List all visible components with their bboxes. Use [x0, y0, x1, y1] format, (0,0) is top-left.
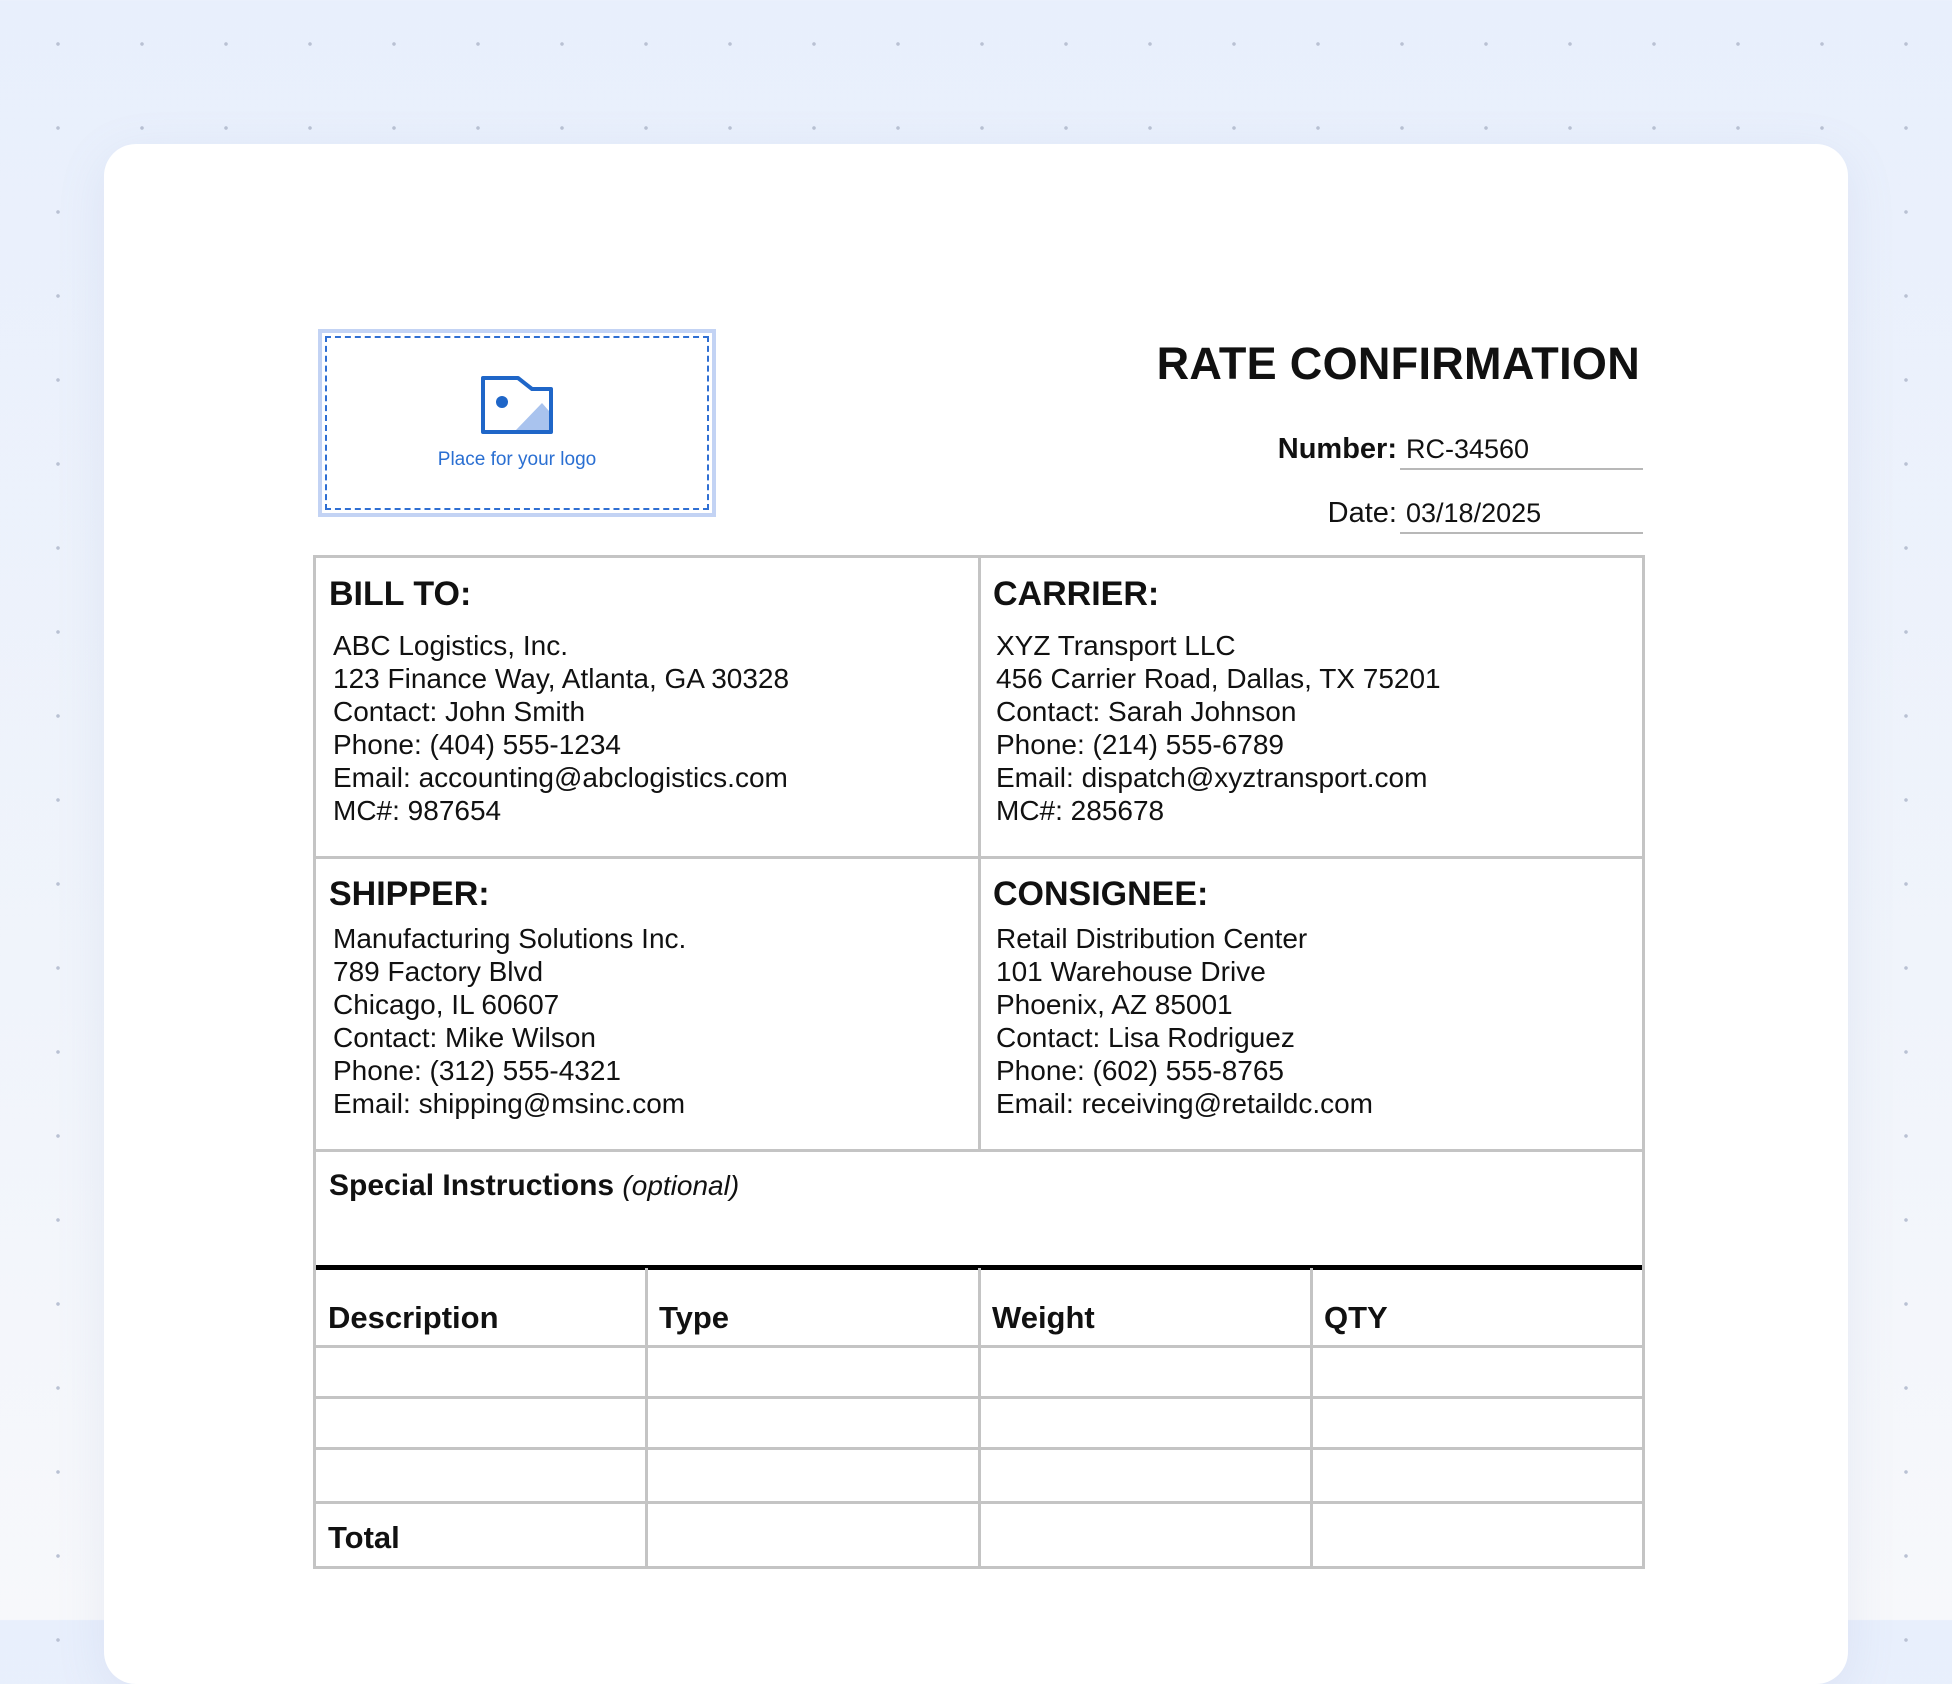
date-label: Date:: [1327, 497, 1397, 529]
column-header-weight: Weight: [992, 1300, 1095, 1335]
date-field[interactable]: 03/18/2025: [1400, 496, 1643, 534]
address-line: 456 Carrier Road, Dallas, TX 75201: [996, 663, 1441, 694]
number-row: [1000, 430, 1643, 470]
column-header-description: Description: [328, 1300, 499, 1335]
special-instructions-label: Special Instructions: [329, 1169, 615, 1202]
bill-to-section: [315, 557, 978, 856]
address-line: ABC Logistics, Inc.: [333, 630, 568, 661]
logo-placeholder-label: Place for your logo: [437, 449, 597, 470]
address-line: 789 Factory Blvd: [333, 956, 544, 987]
shipper-title: SHIPPER:: [329, 875, 490, 913]
carrier-section: [981, 557, 1642, 856]
document-title: RATE CONFIRMATION: [1156, 338, 1640, 389]
shipper-address: [333, 922, 686, 1120]
address-line: Chicago, IL 60607: [333, 989, 560, 1020]
address-line: Phoenix, AZ 85001: [996, 989, 1233, 1020]
column-header: [315, 1270, 645, 1345]
grid-line: [1642, 555, 1645, 1569]
address-line: Contact: Sarah Johnson: [996, 696, 1297, 727]
address-line: 101 Warehouse Drive: [996, 956, 1266, 987]
date-row: [1000, 494, 1643, 534]
carrier-title: CARRIER:: [993, 575, 1160, 613]
bill-to-title: BILL TO:: [329, 575, 472, 613]
address-line: Email: shipping@msinc.com: [333, 1088, 686, 1119]
number-field[interactable]: RC-34560: [1400, 432, 1643, 470]
address-line: Phone: (312) 555-4321: [333, 1055, 621, 1086]
image-icon: [480, 375, 554, 435]
total-label: Total: [328, 1520, 400, 1555]
address-line: 123 Finance Way, Atlanta, GA 30328: [333, 663, 790, 694]
column-header-type: Type: [659, 1300, 730, 1335]
shipper-section: [315, 859, 978, 1149]
address-line: MC#: 987654: [333, 795, 502, 826]
column-header-qty: QTY: [1324, 1300, 1388, 1335]
column-header: [1313, 1270, 1642, 1345]
address-line: Contact: Mike Wilson: [333, 1022, 596, 1053]
consignee-title: CONSIGNEE:: [993, 875, 1209, 913]
carrier-address: [996, 629, 1441, 827]
consignee-section: [981, 859, 1642, 1149]
table-row[interactable]: [315, 1450, 1642, 1501]
address-line: Contact: John Smith: [333, 696, 586, 727]
table-row[interactable]: [315, 1399, 1642, 1447]
special-instructions-heading: [329, 1169, 739, 1203]
address-line: XYZ Transport LLC: [996, 630, 1236, 661]
address-line: Phone: (602) 555-8765: [996, 1055, 1284, 1086]
number-label: Number:: [1277, 433, 1397, 465]
bill-to-address: [333, 629, 789, 827]
optional-note: (optional): [622, 1170, 740, 1201]
consignee-address: [996, 922, 1373, 1120]
address-line: Email: accounting@abclogistics.com: [333, 762, 788, 793]
address-line: MC#: 285678: [996, 795, 1165, 826]
address-line: Contact: Lisa Rodriguez: [996, 1022, 1295, 1053]
address-line: Retail Distribution Center: [996, 923, 1308, 954]
column-header: [648, 1270, 978, 1345]
address-line: Email: dispatch@xyztransport.com: [996, 762, 1428, 793]
special-instructions-field[interactable]: [315, 1152, 1642, 1265]
column-header: [981, 1270, 1310, 1345]
address-line: Manufacturing Solutions Inc.: [333, 923, 687, 954]
address-line: Email: receiving@retaildc.com: [996, 1088, 1373, 1119]
address-line: Phone: (214) 555-6789: [996, 729, 1284, 760]
total-row: [315, 1504, 645, 1566]
table-row[interactable]: [315, 1348, 1642, 1396]
logo-placeholder[interactable]: [318, 329, 716, 517]
address-line: Phone: (404) 555-1234: [333, 729, 621, 760]
